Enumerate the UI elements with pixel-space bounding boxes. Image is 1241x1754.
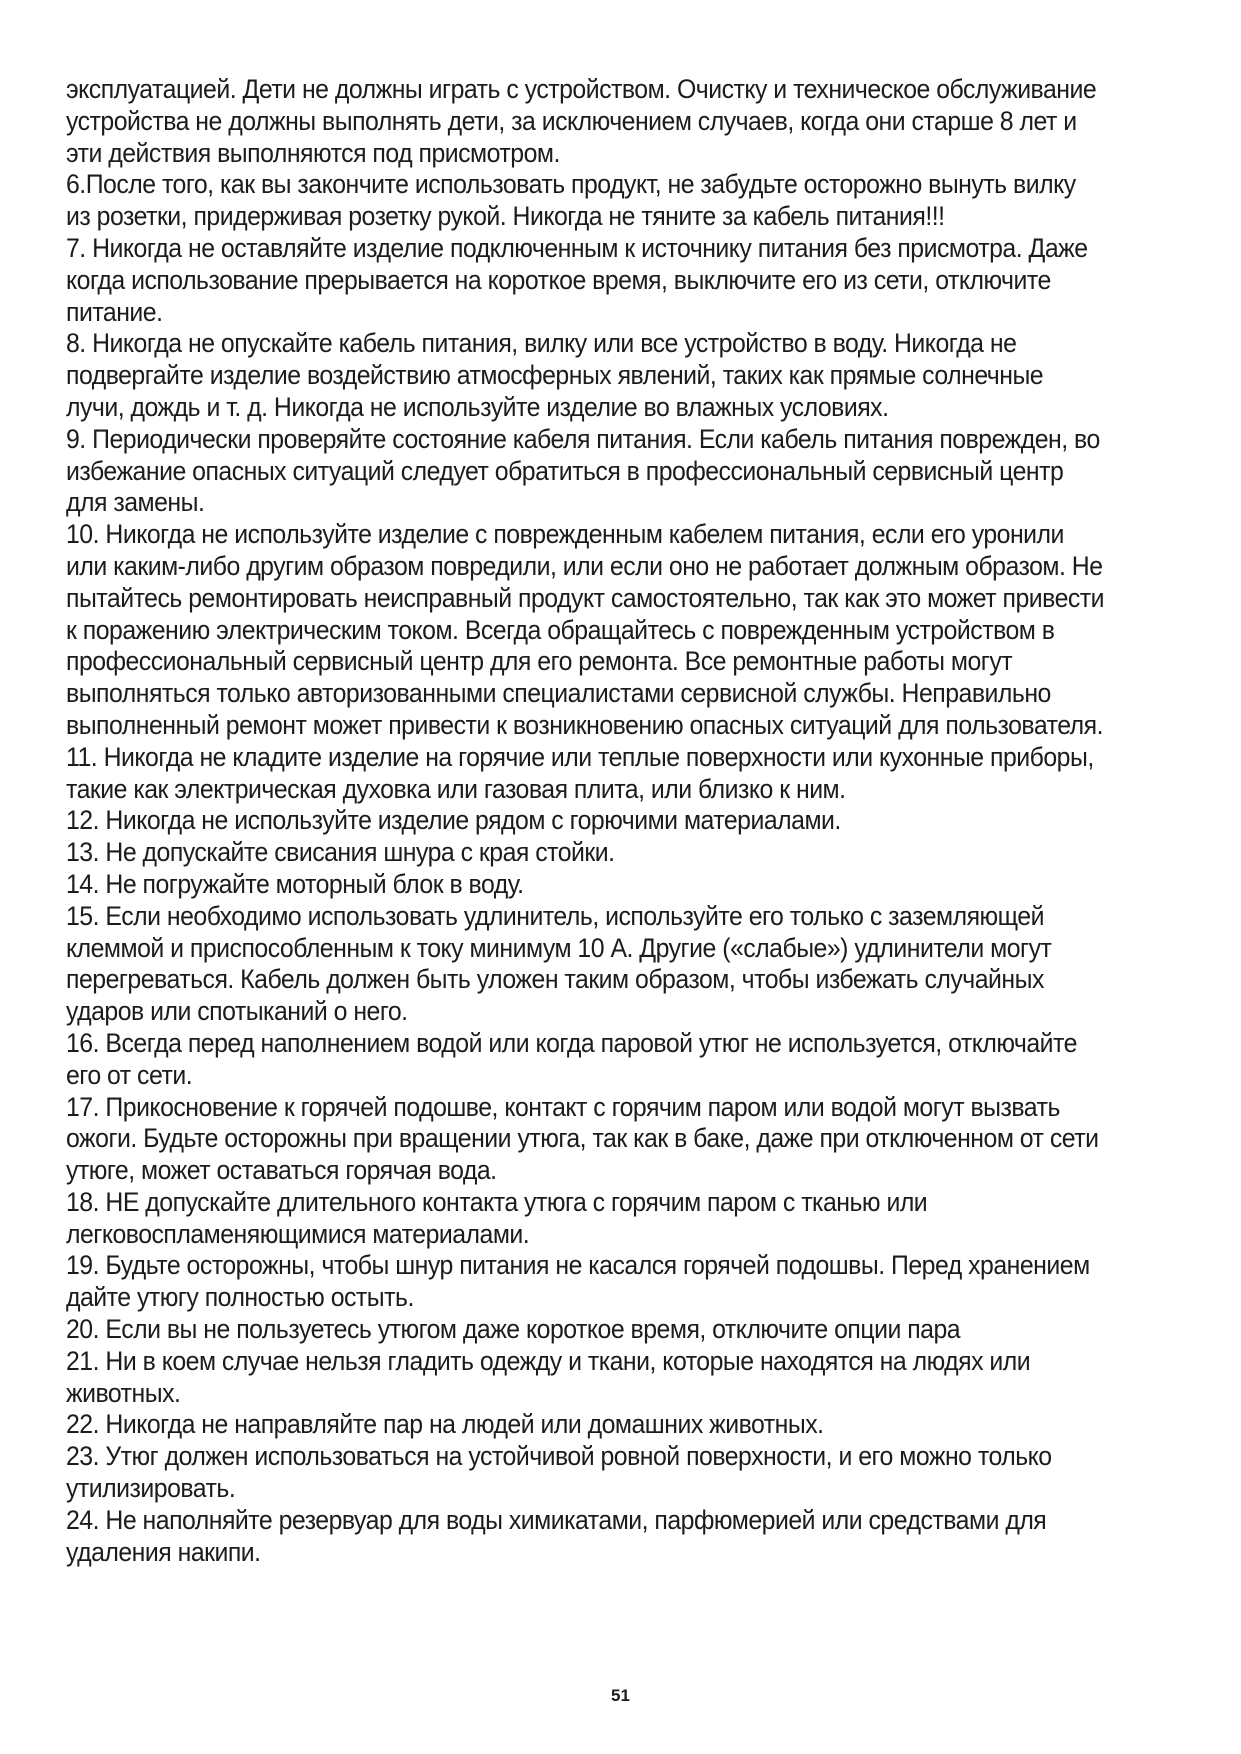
page-number: 51	[611, 1686, 630, 1705]
list-item-15: 15. Если необходимо использовать удлинитель, используйте его только с заземляющей клеммой и приспособленным к току минимум 10 А. Другие («слабые») удлинители могут перегреваться. Кабель должен быть уложен таким образом, чтобы избежать случайных ударов или спотыканий о него.	[66, 900, 1052, 1027]
list-item-21: 21. Ни в коем случае нельзя гладить одежду и ткани, которые находятся на людях или животных.	[66, 1345, 1031, 1408]
paragraph-continuation: эксплуатацией. Дети не должны играть с устройством. Очистку и техническое обслуживание устройства не должны выполнять дети, за исключением случаев, когда они старше 8 лет и эти действия выполняются под присмотром.	[66, 74, 1097, 168]
list-item-23: 23. Утюг должен использоваться на устойчивой ровной поверхности, и его можно только утилизировать.	[66, 1441, 1052, 1504]
list-item-12: 12. Никогда не используйте изделие рядом с горючими материалами.	[66, 805, 841, 836]
list-item-16: 16. Всегда перед наполнением водой или когда паровой утюг не используется, отключайте его от сети.	[66, 1027, 1077, 1090]
list-item-19: 19. Будьте осторожны, чтобы шнур питания не касался горячей подошвы. Перед хранением дайте утюгу полностью остыть.	[66, 1250, 1090, 1313]
list-item-6: 6.После того, как вы закончите использовать продукт, не забудьте осторожно вынуть вилку из розетки, придерживая розетку рукой. Никогда не тяните за кабель питания!!!	[66, 169, 1076, 232]
list-item-20: 20. Если вы не пользуетесь утюгом даже короткое время, отключите опции пара	[66, 1314, 961, 1345]
list-item-13: 13. Не допускайте свисания шнура с края стойки.	[66, 837, 615, 868]
list-item-11: 11. Никогда не кладите изделие на горячие или теплые поверхности или кухонные приборы, такие как электрическая духовка или газовая плита, или близко к ним.	[66, 741, 1094, 804]
list-item-24: 24. Не наполняйте резервуар для воды химикатами, парфюмерией или средствами для удаления накипи.	[66, 1504, 1047, 1567]
list-item-10: 10. Никогда не используйте изделие с поврежденным кабелем питания, если его уронили или каким-либо другим образом повредили, или если оно не работает должным образом. Не пытайтесь ремонтировать неисправный продукт самостоятельно, так как это может привести к поражению электрическим током. Всегда обращайтесь с поврежденным устройством в профессиональный сервисный центр для его ремонта. Все ремонтные работы могут выполняться только авторизованными специалистами сервисной службы. Неправильно выполненный ремонт может привести к возникновению опасных ситуаций для пользователя.	[66, 519, 1105, 740]
body-text	[66, 74, 1106, 1568]
list-item-18: 18. НЕ допускайте длительного контакта утюга с горячим паром с тканью или легковоспламеняющимися материалами.	[66, 1186, 928, 1249]
list-item-9: 9. Периодически проверяйте состояние кабеля питания. Если кабель питания поврежден, во избежание опасных ситуаций следует обратиться в профессиональный сервисный центр для замены.	[66, 423, 1100, 518]
list-item-14: 14. Не погружайте моторный блок в воду.	[66, 868, 524, 899]
list-item-7: 7. Никогда не оставляйте изделие подключенным к источнику питания без присмотра. Даже когда использование прерывается на короткое время, выключите его из сети, отключите питание.	[66, 232, 1088, 327]
list-item-8: 8. Никогда не опускайте кабель питания, вилку или все устройство в воду. Никогда не подвергайте изделие воздействию атмосферных явлений, таких как прямые солнечные лучи, дождь и т. д. Никогда не используйте изделие во влажных условиях.	[66, 328, 1044, 422]
list-item-17: 17. Прикосновение к горячей подошве, контакт с горячим паром или водой могут вызвать ожоги. Будьте осторожны при вращении утюга, так как в баке, даже при отключенном от сети утюге, может оставаться горячая вода.	[66, 1091, 1099, 1186]
list-item-22: 22. Никогда не направляйте пар на людей или домашних животных.	[66, 1409, 824, 1440]
